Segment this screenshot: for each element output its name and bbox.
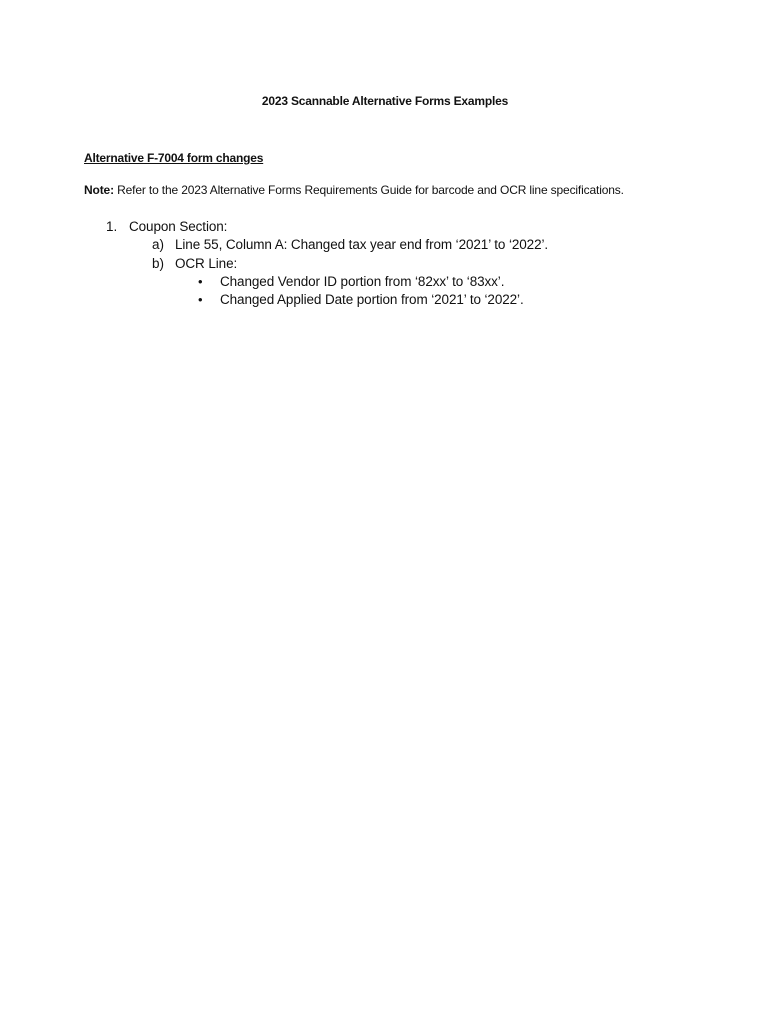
sublist-marker-b: b) — [152, 256, 165, 271]
note-label: Note: — [84, 183, 114, 197]
note-paragraph — [84, 183, 624, 197]
note-text: Refer to the 2023 Alternative Forms Requirements Guide for barcode and OCR line specifications. — [117, 183, 624, 197]
bullet-icon: • — [198, 274, 203, 289]
sublist-item-line-55: Line 55, Column A: Changed tax year end from ‘2021’ to ‘2022’. — [175, 237, 549, 252]
list-marker-1: 1. — [106, 219, 118, 234]
document-title: 2023 Scannable Alternative Forms Examples — [261, 94, 509, 108]
section-heading: Alternative F-7004 form changes — [84, 151, 264, 165]
sublist-marker-a: a) — [152, 237, 165, 252]
list-item-coupon-section: Coupon Section: — [129, 219, 228, 234]
bullet-item-applied-date: Changed Applied Date portion from ‘2021’ to ‘2022’. — [220, 292, 524, 307]
bullet-item-vendor-id: Changed Vendor ID portion from ‘82xx’ to ‘83xx’. — [220, 274, 505, 289]
sublist-item-ocr-line: OCR Line: — [175, 256, 238, 271]
bullet-icon: • — [198, 292, 203, 307]
